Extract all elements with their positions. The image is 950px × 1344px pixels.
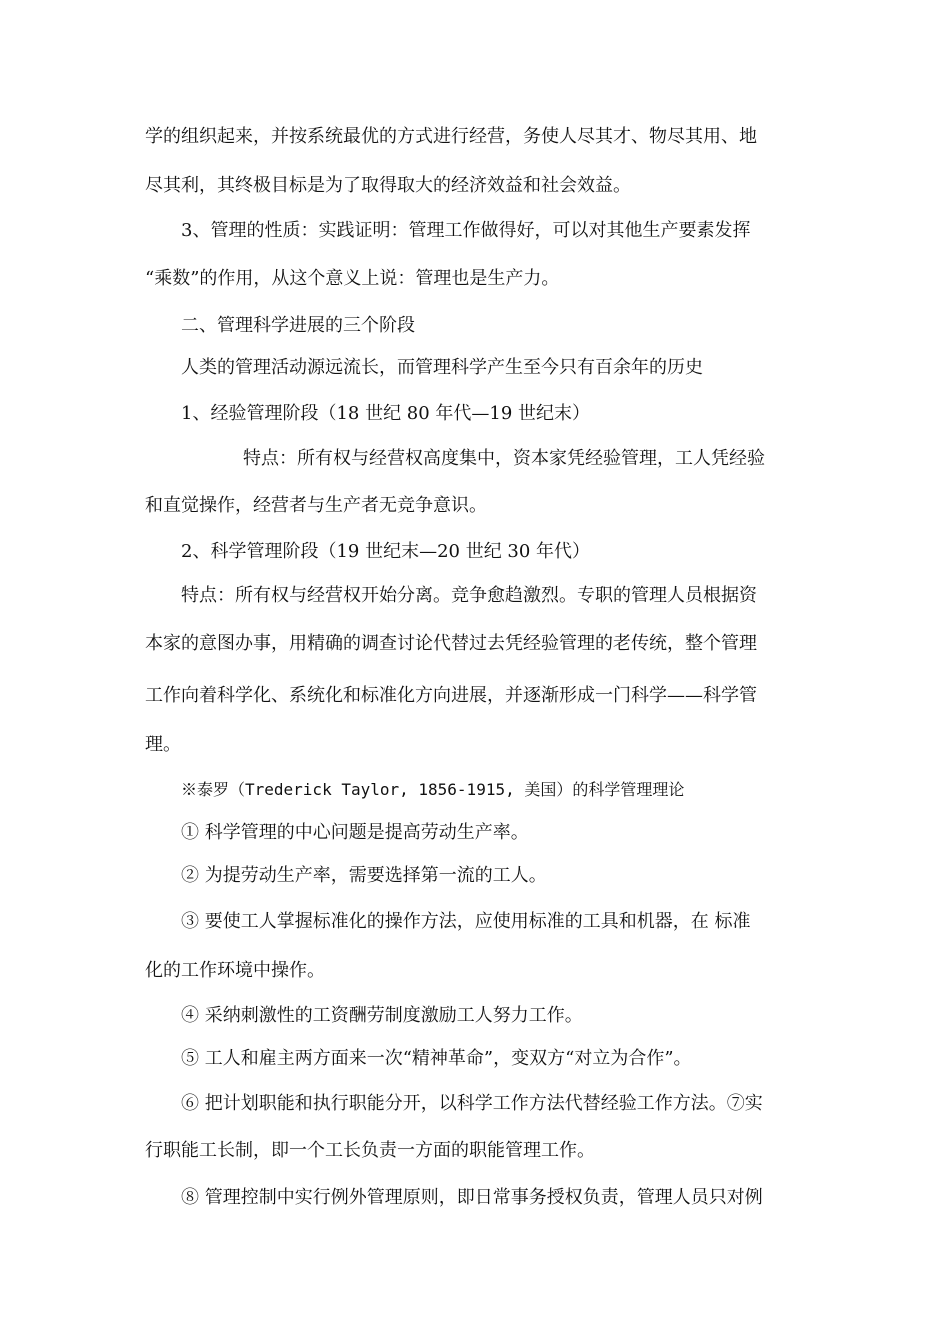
paragraph-line: 特点：所有权与经营权高度集中，资本家凭经验管理，工人凭经验 <box>243 448 765 469</box>
subsection-heading: 2、科学管理阶段（19 世纪末—20 世纪 30 年代） <box>181 541 591 562</box>
paragraph-line: 和直觉操作，经营者与生产者无竞争意识。 <box>145 495 487 516</box>
section-heading: 二、管理科学进展的三个阶段 <box>181 315 415 336</box>
list-item: ③ 要使工人掌握标准化的操作方法，应使用标准的工具和机器，在 标准 <box>181 911 751 932</box>
paragraph-line: 尽其利，其终极目标是为了取得取大的经济效益和社会效益。 <box>145 175 631 196</box>
paragraph-line: 理。 <box>145 734 181 755</box>
list-item-continuation: 行职能工长制，即一个工长负责一方面的职能管理工作。 <box>145 1140 595 1161</box>
list-item-continuation: 化的工作环境中操作。 <box>145 960 325 981</box>
paragraph-line: “乘数”的作用，从这个意义上说：管理也是生产力。 <box>145 268 560 289</box>
paragraph-line: 本家的意图办事，用精确的调查讨论代替过去凭经验管理的老传统，整个管理 <box>145 633 757 654</box>
taylor-heading: ※泰罗（Trederick Taylor, 1856-1915, 美国）的科学管理理论 <box>181 780 685 799</box>
list-item: ⑥ 把计划职能和执行职能分开，以科学工作方法代替经验工作方法。⑦实 <box>181 1093 763 1114</box>
paragraph-line: 3、管理的性质：实践证明：管理工作做得好，可以对其他生产要素发挥 <box>181 220 751 241</box>
paragraph-line: 特点：所有权与经营权开始分离。竞争愈趋激烈。专职的管理人员根据资 <box>181 585 757 606</box>
list-item: ② 为提劳动生产率，需要选择第一流的工人。 <box>181 865 547 886</box>
list-item: ⑤ 工人和雇主两方面来一次“精神革命”，变双方“对立为合作”。 <box>181 1048 692 1069</box>
list-item: ⑧ 管理控制中实行例外管理原则，即日常事务授权负责，管理人员只对例 <box>181 1187 763 1208</box>
list-item: ① 科学管理的中心问题是提高劳动生产率。 <box>181 822 529 843</box>
paragraph-line: 工作向着科学化、系统化和标准化方向进展，并逐渐形成一门科学——科学管 <box>145 685 757 706</box>
paragraph-line: 人类的管理活动源远流长，而管理科学产生至今只有百余年的历史 <box>181 357 703 378</box>
list-item: ④ 采纳刺激性的工资酬劳制度激励工人努力工作。 <box>181 1005 583 1026</box>
paragraph-line: 学的组织起来，并按系统最优的方式进行经营，务使人尽其才、物尽其用、地 <box>145 126 757 147</box>
subsection-heading: 1、经验管理阶段（18 世纪 80 年代—19 世纪末） <box>181 403 591 424</box>
